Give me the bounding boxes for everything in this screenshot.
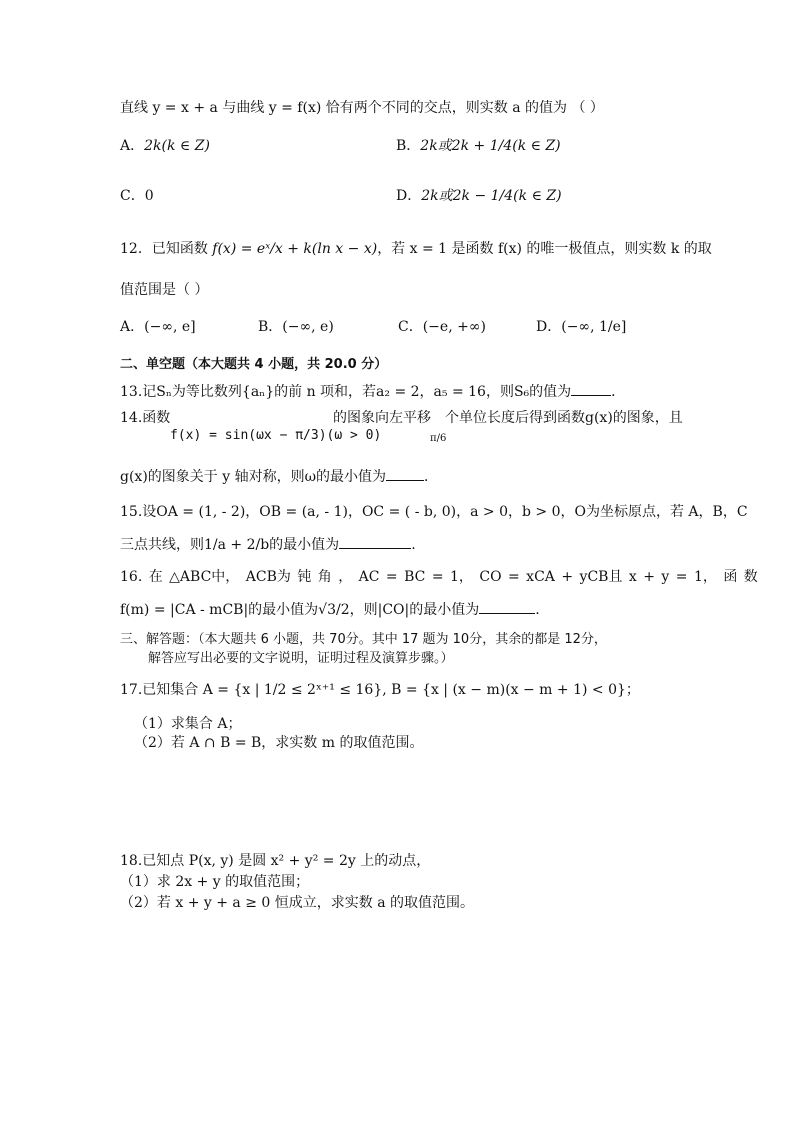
q18-stem: 18.已知点 P(x, y) 是圆 x² + y² = 2y 上的动点， (120, 853, 431, 869)
q11-option-a: A．2k(k ∈ Z) (120, 138, 210, 154)
section-2-heading: 二、单空题（本大题共 4 小题，共 20.0 分） (120, 357, 388, 372)
q12-option-b: B．(−∞, e) (258, 319, 334, 335)
q14-shift: π/6 (430, 433, 447, 444)
q17-stem: 17.已知集合 A = {x | 1/2 ≤ 2ˣ⁺¹ ≤ 16}, B = {x | (x − m)(x − m + 1) < 0}； (120, 682, 640, 698)
q18-part2: （2）若 x + y + a ≥ 0 恒成立，求实数 a 的取值范围。 (120, 895, 475, 911)
q15-answer-blank (339, 548, 411, 549)
q12-option-c: C．(−e, +∞) (398, 319, 486, 335)
q11-option-d: D．2k或2k − 1/4(k ∈ Z) (396, 188, 562, 204)
q12-stem: 12．已知函数 f(x) = eˣ/x + k(ln x − x)，若 x = 1 是函数 f(x) 的唯一极值点，则实数 k 的取 (120, 241, 712, 257)
q14-formula: f(x) = sin(ωx − π/3)(ω > 0) (170, 428, 382, 443)
q17-part2: （2）若 A ∩ B = B，求实数 m 的取值范围。 (134, 735, 424, 751)
q18-part1: （1）求 2x + y 的取值范围； (120, 874, 310, 890)
q12-option-a: A．(−∞, e] (120, 319, 196, 335)
q16-line2: f(m) = |CA - mCB|的最小值为√3/2，则|CO|的最小值为 . (120, 602, 540, 618)
q12-option-d: D．(−∞, 1/e] (536, 319, 627, 335)
q11-option-c: C．0 (120, 188, 154, 204)
q14-text-b: 个单位长度后得到函数g(x)的图象，且 (445, 410, 683, 426)
q14-answer-blank (386, 480, 424, 481)
section-3-heading-line2: 解答应写出必要的文字说明，证明过程及演算步骤。） (148, 651, 454, 666)
section-3-heading: 三、解答题：（本大题共 6 小题，共 70分。其中 17 题为 10分，其余的都是 12分， (120, 632, 607, 647)
q14-line2: g(x)的图象关于 y 轴对称，则ω的最小值为 ． (120, 469, 439, 485)
q14-line1: 14.函数 (120, 410, 171, 426)
q11-stem: 直线 y = x + a 与曲线 y = f(x) 恰有两个不同的交点，则实数 a 的值为 （ ） (120, 100, 604, 116)
q16-line1: 16. 在 △ABC中， ACB为 钝 角 ， AC = BC = 1， CO = xCA + yCB且 x + y = 1， 函 数 (120, 569, 758, 585)
q16-answer-blank (479, 613, 535, 614)
q15-line1: 15.设OA = (1, - 2)，OB = (a, - 1)，OC = ( - b, 0)，a > 0，b > 0，O为坐标原点，若 A，B，C (120, 504, 748, 520)
q14-text-a: 的图象向左平移 (333, 410, 431, 426)
q13-answer-blank (571, 395, 611, 396)
q13: 13.记Sₙ为等比数列{aₙ}的前 n 项和，若a₂ = 2，a₅ = 16，则S₆的值为 ． (120, 384, 626, 400)
q12-stem-line2: 值范围是（ ） (120, 282, 209, 298)
q17-part1: （1）求集合 A； (134, 716, 242, 732)
q11-option-b: B．2k或2k + 1/4(k ∈ Z) (396, 138, 561, 154)
q15-line2: 三点共线，则1/a + 2/b的最小值为 . (120, 537, 416, 553)
q12-formula: f(x) = eˣ/x + k(ln x − x) (212, 241, 378, 257)
